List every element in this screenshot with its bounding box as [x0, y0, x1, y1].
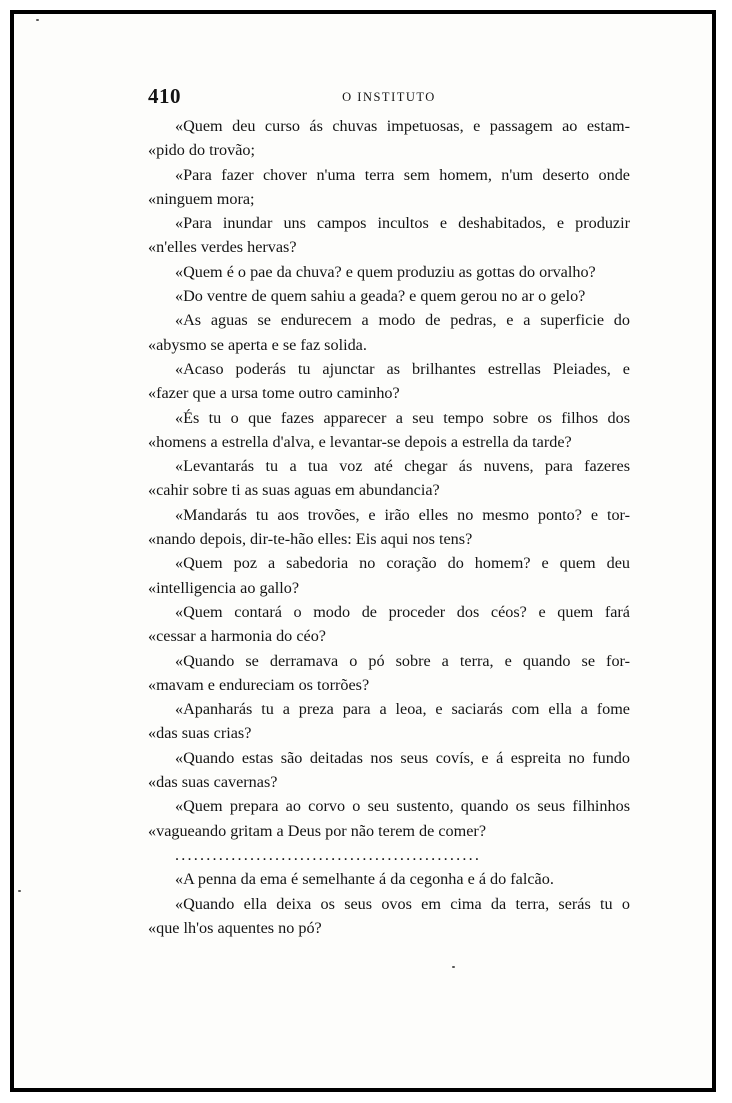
paragraph	[148, 600, 630, 649]
text-line: «homens a estrella d'alva, e levantar-se depois a estrella da tarde?	[148, 432, 572, 451]
text-line: «cahir sobre ti as suas aguas em abundancia?	[148, 481, 440, 500]
paragraph	[148, 284, 630, 308]
text-line: «Acaso poderás tu ajunctar as brilhantes estrellas Pleiades, e	[175, 359, 630, 378]
text-line: «nando depois, dir-te-hão elles: Eis aqui nos tens?	[148, 530, 473, 549]
paragraph	[148, 551, 630, 600]
paragraph	[148, 357, 630, 406]
text-line: «Quem poz a sabedoria no coração do homem? e quem deu	[175, 554, 630, 573]
paragraph	[148, 114, 630, 163]
text-line: «vagueando gritam a Deus por não terem de comer?	[148, 821, 487, 840]
paper-speck	[36, 19, 39, 21]
paragraph	[148, 746, 630, 795]
paragraph	[148, 867, 630, 891]
paper-speck	[452, 966, 455, 968]
ellipsis-line: .................................................	[175, 845, 482, 864]
paragraph	[148, 308, 630, 357]
text-line: «Do ventre de quem sahiu a geada? e quem gerou no ar o gelo?	[175, 287, 586, 306]
paragraph	[148, 649, 630, 698]
text-line: «Quem prepara ao corvo o seu sustento, quando os seus filhinhos	[175, 797, 630, 816]
text-line: «n'elles verdes hervas?	[148, 238, 297, 257]
paper-speck	[18, 890, 21, 892]
text-line: «fazer que a ursa tome outro caminho?	[148, 384, 400, 403]
text-line: «mavam e endureciam os torrões?	[148, 675, 370, 694]
text-line: «intelligencia ao gallo?	[148, 578, 300, 597]
text-line: «Levantarás tu a tua voz até chegar ás nuvens, para fazeres	[175, 457, 630, 476]
paragraph	[148, 503, 630, 552]
text-line: «És tu o que fazes apparecer a seu tempo sobre os filhos dos	[175, 408, 630, 427]
text-line: «das suas cavernas?	[148, 773, 278, 792]
text-line: «cessar a harmonia do céo?	[148, 627, 326, 646]
paragraph	[148, 163, 630, 212]
text-line: «Para fazer chover n'uma terra sem homem, n'um deserto onde	[175, 165, 630, 184]
text-line: «Quem deu curso ás chuvas impetuosas, e passagem ao estam-	[175, 117, 630, 135]
page-header	[148, 80, 630, 114]
text-line: «pido do trovão;	[148, 141, 256, 160]
running-title: O INSTITUTO	[342, 90, 436, 104]
paragraph	[148, 211, 630, 260]
text-line: «Quando estas são deitadas nos seus covís, e á espreita no fundo	[175, 748, 630, 767]
text-line: «Quem contará o modo de proceder dos céos? e quem fará	[175, 602, 630, 621]
text-line: «ninguem mora;	[148, 189, 255, 208]
paragraph	[148, 406, 630, 455]
text-line: «Para inundar uns campos incultos e deshabitados, e produzir	[175, 214, 630, 233]
paragraph	[148, 794, 630, 843]
paragraph	[148, 892, 630, 941]
page-number: 410	[148, 84, 181, 108]
text-line: «As aguas se endurecem a modo de pedras, e a superficie do	[175, 311, 630, 330]
text-line: «Mandarás tu aos trovões, e irão elles no mesmo ponto? e tor-	[175, 505, 630, 524]
text-line: «Quando ella deixa os seus ovos em cima da terra, serás tu o	[175, 894, 630, 913]
text-line: «abysmo se aperta e se faz solida.	[148, 335, 367, 354]
text-line: «Quem é o pae da chuva? e quem produziu as gottas do orvalho?	[175, 262, 596, 281]
page-body	[148, 114, 630, 940]
book-page	[148, 80, 630, 940]
paragraph	[148, 454, 630, 503]
text-line: «que lh'os aquentes no pó?	[148, 918, 322, 937]
text-line: «A penna da ema é semelhante á da cegonha e á do falcão.	[175, 870, 554, 889]
paragraph	[148, 260, 630, 284]
text-line: «das suas crias?	[148, 724, 252, 743]
paragraph	[148, 697, 630, 746]
text-line: «Quando se derramava o pó sobre a terra, e quando se for-	[175, 651, 630, 670]
text-line: «Apanharás tu a preza para a leoa, e saciarás com ella a fome	[175, 700, 630, 719]
